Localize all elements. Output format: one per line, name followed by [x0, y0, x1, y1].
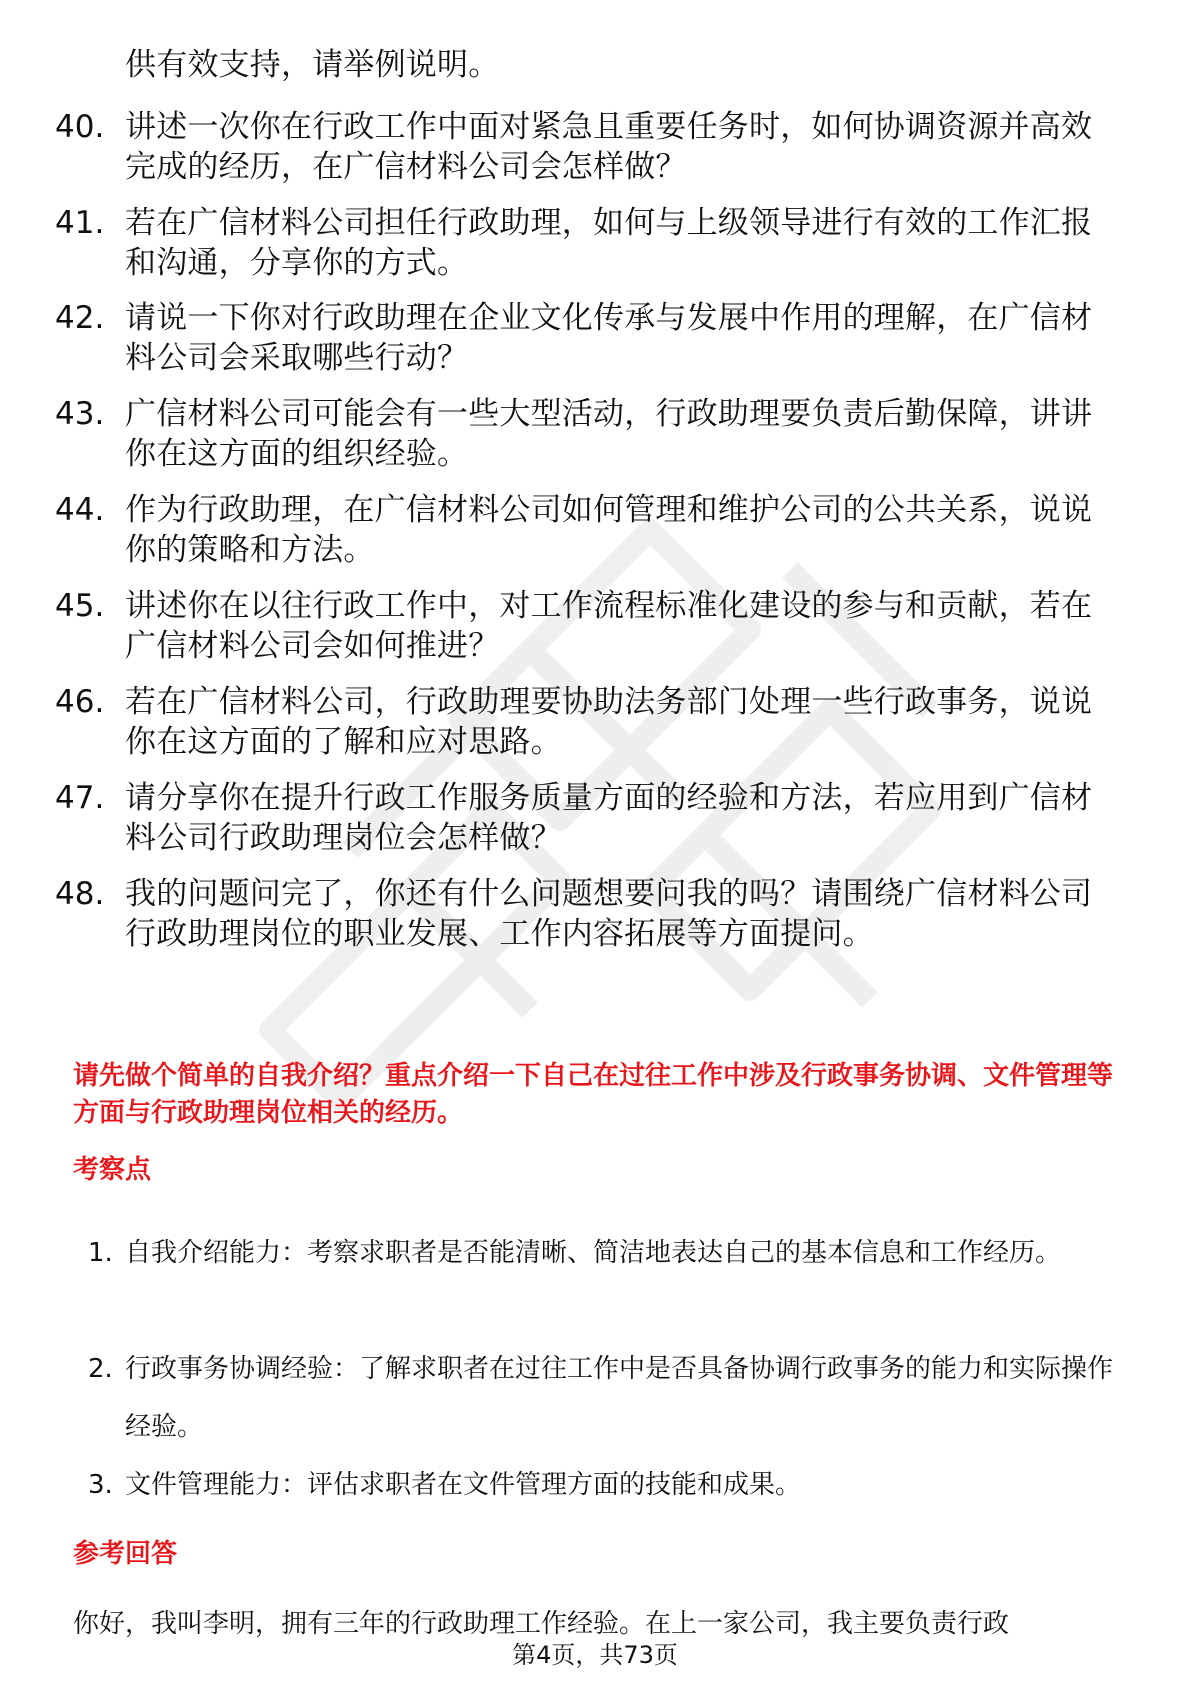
question-continuation: 供有效支持，请举例说明。	[125, 47, 500, 83]
question-text: 请分享你在提升行政工作服务质量方面的经验和方法，若应用到广信材料公司行政助理岗位会怎样做？	[125, 780, 1093, 856]
point-text: 行政事务协调经验：了解求职者在过往工作中是否具备协调行政事务的能力和实际操作经验。	[125, 1354, 1114, 1442]
question-number: 43.	[55, 396, 105, 432]
page-footer: 第4页，共73页	[0, 1640, 1190, 1670]
question-text: 讲述一次你在行政工作中面对紧急且重要任务时，如何协调资源并高效完成的经历，在广信材料公司会怎样做？	[125, 109, 1093, 185]
point-number: 3.	[88, 1470, 113, 1500]
question-text: 请说一下你对行政助理在企业文化传承与发展中作用的理解，在广信材料公司会采取哪些行动？	[125, 300, 1093, 376]
question-number: 46.	[55, 684, 105, 720]
highlight-question: 请先做个简单的自我介绍？重点介绍一下自己在过往工作中涉及行政事务协调、文件管理等方面与行政助理岗位相关的经历。	[73, 1061, 1114, 1128]
point-text: 文件管理能力：评估求职者在文件管理方面的技能和成果。	[125, 1470, 802, 1500]
point-text: 自我介绍能力：考察求职者是否能清晰、简洁地表达自己的基本信息和工作经历。	[125, 1238, 1062, 1268]
assessment-title: 考察点	[73, 1155, 152, 1185]
point-number: 1.	[88, 1238, 113, 1268]
question-text: 若在广信材料公司担任行政助理，如何与上级领导进行有效的工作汇报和沟通，分享你的方式。	[125, 205, 1093, 281]
question-number: 41.	[55, 205, 105, 241]
point-number: 2.	[88, 1354, 113, 1384]
question-text: 若在广信材料公司，行政助理要协助法务部门处理一些行政事务，说说你在这方面的了解和应对思路。	[125, 684, 1093, 760]
question-number: 48.	[55, 876, 105, 912]
question-text: 作为行政助理，在广信材料公司如何管理和维护公司的公共关系，说说你的策略和方法。	[125, 492, 1093, 568]
reference-title: 参考回答	[73, 1539, 178, 1569]
reference-answer: 你好，我叫李明，拥有三年的行政助理工作经验。在上一家公司，我主要负责行政	[73, 1609, 1010, 1639]
question-text: 我的问题问完了，你还有什么问题想要问我的吗？请围绕广信材料公司行政助理岗位的职业发展、工作内容拓展等方面提问。	[125, 876, 1093, 952]
question-text: 讲述你在以往行政工作中，对工作流程标准化建设的参与和贡献，若在广信材料公司会如何推进？	[125, 588, 1093, 664]
question-number: 45.	[55, 588, 105, 624]
question-number: 40.	[55, 109, 105, 145]
question-number: 47.	[55, 780, 105, 816]
question-number: 44.	[55, 492, 105, 528]
question-number: 42.	[55, 300, 105, 336]
question-text: 广信材料公司可能会有一些大型活动，行政助理要负责后勤保障，讲讲你在这方面的组织经验。	[125, 396, 1093, 472]
